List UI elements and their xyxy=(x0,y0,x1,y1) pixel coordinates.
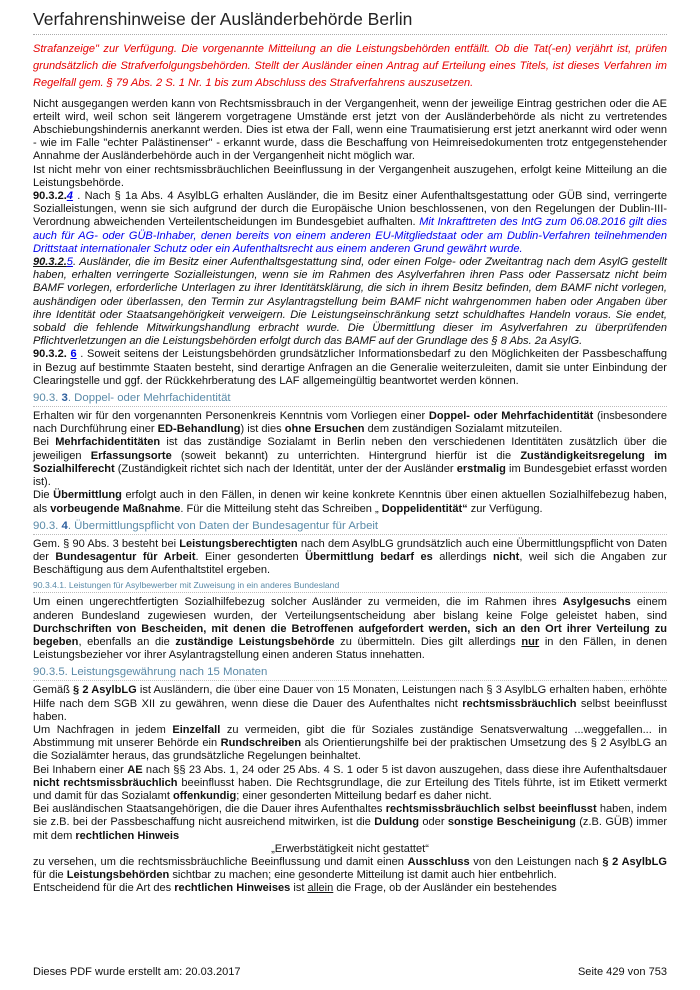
paragraph-leistungsgewaehrung-3: Bei Inhabern einer AE nach §§ 23 Abs. 1, 24 oder 25 Abs. 4 S. 1 oder 5 ist davon auszugehen, dass diese ihre Aufenthaltsdauer nicht rechtsmissbräuchlich beeinflusst haben. Die Rechtsgrundlage, die zur Erteilung des Titels führte, ist im Etikett vermerkt und damit für das Sozialamt offenkundig; einer gesonderten Mitteilung bedarf es daher nicht. xyxy=(33,763,667,802)
subsection-link-4[interactable]: 4 xyxy=(66,190,73,203)
section-90-3-2-6: 90.3.2. 6 . Soweit seitens der Leistungsbehörden grundsätzlicher Informationsbedarf zu den Möglichkeiten der Passbeschaffung in Bezug auf bestimmte Staaten besteht, sind derartige Anfragen an die Generalie weiterzuleiten, damit sie unter Einbindung der Clearingstelle und ggf. der Rückkehrberatung des LAF allgemeingültig beantwortet werden können. xyxy=(33,348,667,387)
section-heading-doppelidentitaet: 90.3. 3. Doppel- oder Mehrfachidentität xyxy=(33,391,667,407)
subsection-link-5[interactable]: 5 xyxy=(66,256,73,269)
paragraph-rechtsmissbrauch: Nicht ausgegangen werden kann von Rechtsmissbrauch in der Vergangenheit, wenn der jeweilige Eintrag gestrichen oder die AE erteilt wird, weil schon seit längerem vorgetragene Umstände erst jetzt von der Ausländerbehörde als nicht zu vertretendes Abschiebungshindernis anerkannt werden. Dies ist etwa der Fall, wenn eine Traumatisierung erst jetzt anerkannt wird oder wenn - wie im Falle "echter Palästinenser" - erkannt wurde, dass die Beschaffung von Heimreisedokumenten trotz entgegenstehender Annahme der Ausländerbehörde auch in der Vergangenheit nicht möglich war. xyxy=(33,97,667,163)
paragraph-leistungsgewaehrung-2: Um Nachfragen in jedem Einzelfall zu vermeiden, gibt die für Soziales zuständige Senatsverwaltung ...weggefallen... in Abstimmung mit unserer Behörde ein Rundschreiben als Orientierungshilfe bei der praktischen Umsetzung des § 2 AsylbLG an die Sozialämter heraus, das grundsätzliche Regelungen beinhaltet. xyxy=(33,723,668,763)
paragraph-bundesagentur: Gem. § 90 Abs. 3 besteht bei Leistungsberechtigten nach dem AsylbLG grundsätzlich auch eine Übermittlungspflicht von Daten der Bundesagentur für Arbeit. Einer gesonderten Übermittlung bedarf es allerdings nicht, weil sich die Angaben zur Beschäftigung aus dem Aufenthaltstitel ergeben. xyxy=(33,537,667,577)
paragraph-doppelidentitaet-2: Bei Mehrfachidentitäten ist das zuständige Sozialamt in Berlin neben den verschiedenen Identitäten zusätzlich über die jeweiligen Erfassungsorte (soweit bekannt) zu unterrichten. Hintergrund hierfür ist die Zuständigkeitsregelung im Sozialhilferecht (Zuständigkeit richtet sich nach der Identität, unter der der Ausländer erstmalig im Bundesgebiet erfasst worden ist). xyxy=(33,436,667,489)
page-footer xyxy=(33,966,667,978)
section-heading-bundesagentur: 90.3. 4. Übermittlungspflicht von Daten der Bundesagentur für Arbeit xyxy=(33,519,667,535)
page-title: Verfahrenshinweise der Ausländerbehörde Berlin xyxy=(33,8,667,35)
paragraph-leistungsgewaehrung-1: Gemäß § 2 AsylbLG ist Ausländern, die über eine Dauer von 15 Monaten, Leistungen nach § 3 AsylbLG erhalten haben, erhöhte Hilfe nach dem SGB XII zu gewähren, wenn diese die Dauer des Aufenthaltes nicht rechtsmissbräuchlich selbst beeinflusst haben. xyxy=(33,684,668,723)
section-90-3-2-4: 90.3.2.4 . Nach § 1a Abs. 4 AsylbLG erhalten Ausländer, die im Besitz einer Aufenthaltsgestattung oder GÜB sind, verringerte Sozialleistungen, wenn sie sich aufgrund der durch die Europäische Union beschlossenen, von den Regelungen der Dublin-III-Verordnung abweichenden Verteilentscheidungen im Bundesgebiet aufhalten. Mit Inkrafttreten des IntG zum 06.08.2016 gilt dies auch für AG- oder GÜB-Inhaber, denen bereits von einem anderen EU-Mitgliedstaat oder am Dublin-Verfahren teilnehmenden Drittstaat internationaler Schutz oder ein Aufenthaltsrecht aus einem anderen Grund gewährt wurde. xyxy=(33,190,667,255)
hinweis-quote: „Erwerbstätigkeit nicht gestattet“ xyxy=(271,842,429,855)
paragraph-leistungsgewaehrung-4: Bei ausländischen Staatsangehörigen, die die Dauer ihres Aufenthaltes rechtsmissbräuchlich selbst beeinflusst haben, indem sie z.B. bei der Passbeschaffung nicht ausreichend mitwirken, ist die Duldung oder sonstige Bescheinigung (z.B. GÜB) immer mit dem rechtlichen Hinweis xyxy=(33,803,668,842)
paragraph-keine-mitteilung: Ist nicht mehr von einer rechtsmissbräuchlichen Beeinflussung in der Vergangenheit auszugehen, erfolgt keine Mitteilung an die Leistungsbehörde. xyxy=(33,163,667,189)
document-page xyxy=(33,8,667,896)
paragraph-doppelidentitaet-1: Erhalten wir für den vorgenannten Personenkreis Kenntnis vom Vorliegen einer Doppel- oder Mehrfachidentität (insbesondere nach Durchführung einer ED-Behandlung) ist dies ohne Ersuchen dem zuständigen Sozialamt mitzuteilen. xyxy=(33,410,667,436)
paragraph-asylbewerber-zuweisung: Um einen ungerechtfertigten Sozialhilfebezug solcher Ausländer zu vermeiden, die im Rahmen ihres Asylgesuchs einem anderen Bundesland zugewiesen wurden, der Verteilungsentscheidung aber bislang keine Folge geleistet haben, sind Durchschriften von Bescheiden, mit denen die Betroffenen aufgefordert werden, sich an den Ort ihrer Verteilung zu begeben, ebenfalls an die zuständige Leistungsbehörde zu übermitteln. Dies gilt allerdings nur in den Fällen, in denen Leistungsbezieher vor ihrer Asylantragstellung einen anderen Status innehatten. xyxy=(33,596,667,662)
footer-page-number: Seite 429 von 753 xyxy=(577,966,667,978)
section-90-3-2-5: 90.3.2.5. Ausländer, die im Besitz einer Aufenthaltsgestattung sind, oder einen Folge- oder Zweitantrag nach dem AsylG gestellt haben, erhalten verringerte Sozialleistungen, wenn sie im Rahmen des Asylverfahren ihren Pass oder Passersatz nicht beim BAMF vorlegen, erforderliche Unterlagen zu ihrer Identitätsklärung, die sich in ihrem Besitz befinden, dem BAMF nicht vorlegen, aushändigen oder überlassen, den Termin zur Asylantragstellung beim BAMF nicht wahrgenommen haben oder Angaben über ihre Identität oder Staatsangehörigkeit verweigern. Die Leistungseinschränkung setzt schuldhaftes Handeln voraus. Sie endet, sobald die fehlende Mitwirkungshandlung erbracht wurde. Die Übermittlung dieser im Asylverfahren zu überprüfenden Pflichtverletzungen an die Leistungsbehörden erfolgt durch das BAMF auf der Grundlage des § 8 Abs. 2a AsylG. xyxy=(33,256,667,348)
section-heading-asylbewerber-zuweisung: 90.3.4.1. Leistungen für Asylbewerber mit Zuweisung in ein anderes Bundesland xyxy=(33,580,667,593)
subsection-link-6[interactable]: 6 xyxy=(70,348,77,361)
paragraph-doppelidentitaet-3: Die Übermittlung erfolgt auch in den Fällen, in denen wir keine konkrete Kenntnis über einen aktuellen Sozialhilfebezug haben, als vorbeugende Maßnahme. Für die Mitteilung steht das Schreiben „ Doppelidentität“ zur Verfügung. xyxy=(33,489,667,515)
section-heading-leistungsgewaehrung: 90.3.5. Leistungsgewährung nach 15 Monaten xyxy=(33,665,667,681)
paragraph-leistungsgewaehrung-5: zu versehen, um die rechtsmissbräuchliche Beeinflussung und damit einen Ausschluss von den Leistungen nach § 2 AsylbLG für die Leistungsbehörden sichtbar zu machen; eine gesonderte Mitteilung ist damit auch hier entbehrlich. xyxy=(33,855,667,882)
intro-red-paragraph: Strafanzeige" zur Verfügung. Die vorgenannte Mitteilung an die Leistungsbehörden entfällt. Ob die Tat(-en) verjährt ist, prüfen grundsätzlich die Strafverfolgungsbehörden. Stellt der Ausländer einen Antrag auf Erteilung eines Titels, ist dieses Verfahren im Regelfall gem. § 79 Abs. 2 S. 1 Nr. 1 bis zum Abschluss des Strafverfahrens auszusetzen. xyxy=(33,43,667,90)
paragraph-leistungsgewaehrung-6: Entscheidend für die Art des rechtlichen Hinweises ist allein die Frage, ob der Ausländer ein bestehendes xyxy=(33,882,557,895)
footer-created-date: Dieses PDF wurde erstellt am: 20.03.2017 xyxy=(33,966,241,978)
